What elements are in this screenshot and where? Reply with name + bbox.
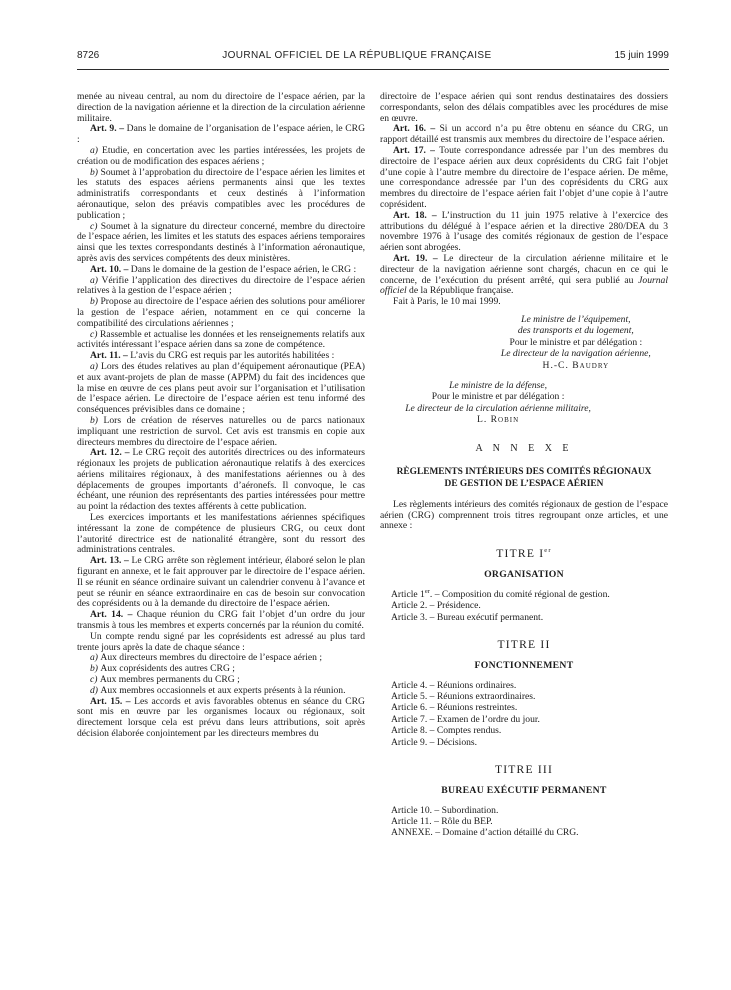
header-rule xyxy=(77,69,669,70)
annexe-heading: A N N E X E xyxy=(475,442,573,454)
signature-line: Pour le ministre et par délégation : xyxy=(509,336,643,348)
paragraph: Un compte rendu signé par les coprésidents est adressé au plus tard trente jours après la date de chaque séance : xyxy=(77,630,365,653)
article-paragraph: Art. 18. – L’instruction du 11 juin 1975 relative à l’exercice des attributions du délégué à l’espace aérien et la directive 280/DEA du 3 novembre 1976 à l’usage des comités régionaux de gestion de l’espace aérien sont abrogées. xyxy=(380,209,668,254)
section-heading: BUREAU EXÉCUTIF PERMANENT xyxy=(441,784,607,796)
issue-date: 15 juin 1999 xyxy=(614,50,669,61)
toc-entry: Article 5. – Réunions extraordinaires. xyxy=(391,691,536,702)
list-item-paragraph: b) Aux coprésidents des autres CRG ; xyxy=(90,663,235,675)
text-columns xyxy=(77,92,669,839)
annexe-title-line: DE GESTION DE L’ESPACE AÉRIEN xyxy=(444,478,604,489)
toc-entry: ANNEXE. – Domaine d’action détaillé du CRG. xyxy=(391,827,579,839)
list-item-paragraph: b) Lors de création de réserves naturelles ou de parcs nationaux impliquant une restriction de survol. Cet avis est transmis en copie aux directeurs membres du directoire de l’espace aérien. xyxy=(77,414,366,448)
signature-line: L. Robin xyxy=(476,414,520,426)
list-item-paragraph: b) Propose au directoire de l’espace aérien des solutions pour améliorer la gestion de l’espace aérien, notamment en ce qui concerne la compatibilité des circulations aériennes ; xyxy=(77,296,365,329)
paragraph: Fait à Paris, le 10 mai 1999. xyxy=(393,296,501,308)
signature-line: Le directeur de la navigation aérienne, xyxy=(500,348,651,360)
toc-entry: Article 11. – Rôle du BEP. xyxy=(391,816,493,828)
signature-line: Pour le ministre et par délégation : xyxy=(431,391,565,403)
toc-entry: Article 1er. – Composition du comité régional de gestion. xyxy=(391,587,610,600)
toc-entry: Article 3. – Bureau exécutif permanent. xyxy=(391,611,544,623)
signature-block xyxy=(484,314,668,371)
section-heading: FONCTIONNEMENT xyxy=(474,659,574,671)
paragraph: Les exercices importants et les manifestations aériennes spécifiques intéressant la zone de compétence de plusieurs CRG, ou ceux dont l’autorité directrice est de nationalité étrangère, sont du ressort des administrations centrales. xyxy=(77,512,365,556)
page-number: 8726 xyxy=(77,50,100,61)
titre-heading: TITRE III xyxy=(494,763,554,777)
article-paragraph: Art. 19. – Le directeur de la circulation aérienne militaire et le directeur de la navigation aérienne sont chargés, chacun en ce qui le concerne, de l’exécution du présent arrêté, qui sera publié au Journal officiel de la République française. xyxy=(380,252,668,297)
article-paragraph: Art. 12. – Le CRG reçoit des autorités directrices ou des informateurs régionaux les projets de publication aéronautique relatifs à des exercices aériens militaires régionaux, à des manifestations aériennes ou à des déplacements de groupes importants d’aéronefs. Il convoque, le cas échéant, une réunion des représentants des parties intéressées pour mettre au point la rédaction des textes afférents à cette publication. xyxy=(77,447,365,513)
list-item-paragraph: a) Aux directeurs membres du directoire de l’espace aérien ; xyxy=(90,652,323,664)
signature-line: Le ministre de la défense, xyxy=(449,379,548,391)
signature-line: Le directeur de la circulation aérienne militaire, xyxy=(405,402,591,414)
toc-entry: Article 4. – Réunions ordinaires. xyxy=(391,679,517,691)
titre-heading: TITRE II xyxy=(497,638,551,651)
article-paragraph: Art. 9. – Dans le domaine de l’organisation de l’espace aérien, le CRG : xyxy=(77,123,366,146)
signature-line: Le ministre de l’équipement, xyxy=(521,313,631,325)
left-column xyxy=(77,92,365,839)
list-item-paragraph: d) Aux membres occasionnels et aux experts présents à la réunion. xyxy=(90,684,346,696)
article-paragraph: Art. 15. – Les accords et avis favorables obtenus en séance du CRG sont mis en œuvre par les organismes locaux ou régionaux, soit directement lorsque cela est prévu dans leurs attributions, soit après décision élaborée conjointement par les directeurs membres du xyxy=(77,695,365,740)
signature-block xyxy=(380,380,616,426)
titre-heading: TITRE Ier xyxy=(496,547,552,561)
list-item-paragraph: c) Aux membres permanents du CRG ; xyxy=(90,674,240,686)
journal-title: JOURNAL OFFICIEL DE LA RÉPUBLIQUE FRANÇAISE xyxy=(222,50,492,61)
right-column xyxy=(380,92,668,839)
toc-entry: Article 6. – Réunions restreintes. xyxy=(391,702,518,714)
article-paragraph: Art. 11. – L’avis du CRG est requis par les autorités habilitées : xyxy=(90,350,335,362)
signature-line: H.-C. Baudry xyxy=(542,359,610,371)
toc-entry: Article 2. – Présidence. xyxy=(391,600,481,612)
article-paragraph: Art. 16. – Si un accord n’a pu être obtenu en séance du CRG, un rapport détaillé est transmis aux membres du directoire de l’espace aérien. xyxy=(380,123,668,146)
article-paragraph: Art. 13. – Le CRG arrête son règlement intérieur, élaboré selon le plan figurant en annexe, et le fait approuver par le directoire de l’espace aérien. Il se réunit en séance ordinaire suivant un calendrier convenu à l’avance et peut se réunir en séance extraordinaire en cas de besoin sur convocation des coprésidents ou à la demande du directoire de l’espace aérien. xyxy=(77,555,366,610)
signature-line: des transports et du logement, xyxy=(517,325,634,337)
paragraph: menée au niveau central, au nom du directoire de l’espace aérien, par la direction de la navigation aérienne et la direction de la circulation aérienne militaire. xyxy=(77,91,365,124)
paragraph: directoire de l’espace aérien qui sont rendus destinataires des dossiers correspondants, selon des délais compatibles avec les procédures de mise en œuvre. xyxy=(380,91,668,124)
list-item-paragraph: a) Lors des études relatives au plan d’équipement aéronautique (PEA) et aux avant-projets de plan de masse (APPM) du fait des incidences que la mise en œuvre de ces plans peut avoir sur l’organisation et l’utilisation de l’espace aérien. Le directoire de l’espace aérien est tenu informé des conséquences prévisibles dans ce domaine ; xyxy=(77,360,366,416)
page-header xyxy=(77,50,669,61)
toc-entry: Article 10. – Subordination. xyxy=(391,804,499,816)
paragraph: Les règlements intérieurs des comités régionaux de gestion de l’espace aérien (CRG) comprennent trois titres regroupant onze articles, et une annexe : xyxy=(380,498,668,532)
article-paragraph: Art. 10. – Dans le domaine de la gestion de l’espace aérien, le CRG : xyxy=(90,263,357,275)
list-item-paragraph: b) Soumet à l’approbation du directoire de l’espace aérien les limites et les statuts des espaces aériens permanents ainsi que les textes administratifs correspondants et ceux destinés à l’information aéronautique, selon des préavis compatibles avec les procédures de publication ; xyxy=(77,166,366,221)
list-item-paragraph: c) Rassemble et actualise les données et les renseignements relatifs aux activités intéressant l’espace aérien dans sa zone de compétence. xyxy=(77,328,365,351)
article-paragraph: Art. 14. – Chaque réunion du CRG fait l’objet d’un ordre du jour transmis à tous les membres et experts concernés par la réunion du comité. xyxy=(77,609,365,632)
toc-entry: Article 9. – Décisions. xyxy=(391,736,478,748)
article-paragraph: Art. 17. – Toute correspondance adressée par l’un des membres du directoire de l’espace aérien aux deux coprésidents du CRG fait l’objet d’une copie à l’autre membre du directoire de l’espace aérien. De même, une correspondance adressée par l’un des coprésidents du CRG aux membres du directoire de l’espace aérien fait l’objet d’une copie à l’autre coprésident. xyxy=(380,144,669,210)
annexe-title-line: RÈGLEMENTS INTÉRIEURS DES COMITÉS RÉGIONAUX xyxy=(396,467,652,478)
toc-entry: Article 8. – Comptes rendus. xyxy=(391,725,502,737)
section-heading: ORGANISATION xyxy=(484,568,564,580)
list-item-paragraph: c) Soumet à la signature du directeur concerné, membre du directoire de l’espace aérien, les limites et les statuts des espaces aériens temporaires ainsi que les textes correspondants destinés à l’information aéronautique, après avis des services compétents des deux ministères. xyxy=(77,220,365,264)
annexe-title xyxy=(380,467,668,489)
toc-entry: Article 7. – Examen de l’ordre du jour. xyxy=(391,713,540,725)
list-item-paragraph: a) Etudie, en concertation avec les parties intéressées, les projets de création ou de modification des espaces aériens ; xyxy=(77,144,366,167)
list-item-paragraph: a) Vérifie l’application des directives du directoire de l’espace aérien relatives à la gestion de l’espace aérien ; xyxy=(77,274,365,297)
